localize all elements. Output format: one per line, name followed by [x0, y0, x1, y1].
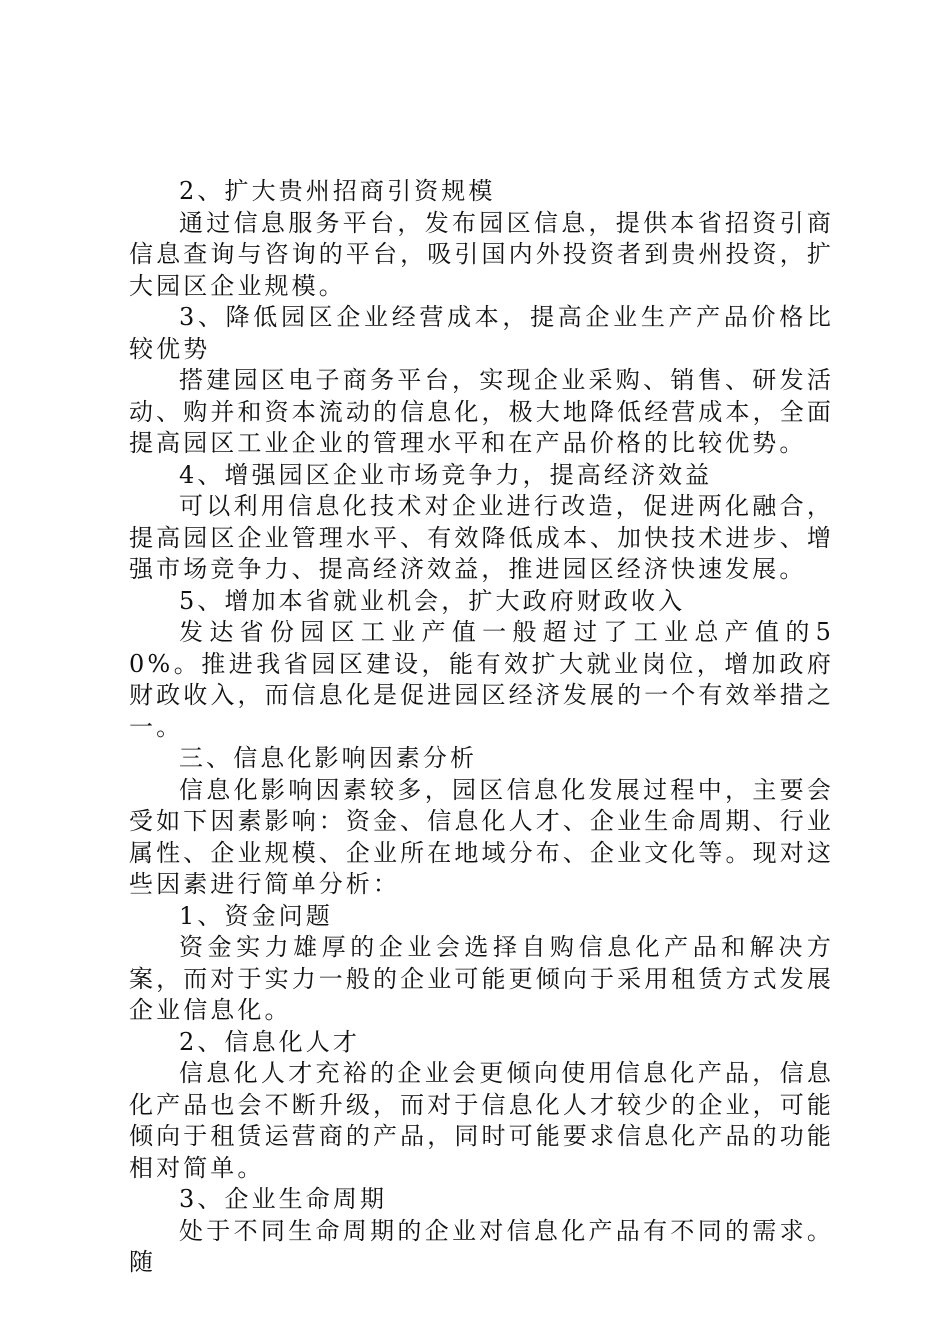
paragraph-expand-investment: 通过信息服务平台，发布园区信息，提供本省招资引商信息查询与咨询的平台，吸引国内外投资者到贵州投资，扩大园区企业规模。: [129, 208, 834, 300]
paragraph-factor-analysis: 信息化影响因素较多，园区信息化发展过程中，主要会受如下因素影响：资金、信息化人才、企业生命周期、行业属性、企业规模、企业所在地域分布、企业文化等。现对这些因素进行简单分析：: [129, 775, 834, 898]
paragraph-funding: 资金实力雄厚的企业会选择自购信息化产品和解决方案，而对于实力一般的企业可能更倾向于采用租赁方式发展企业信息化。: [129, 933, 834, 1024]
paragraph-lifecycle: 处于不同生命周期的企业对信息化产品有不同的需求。随: [129, 1216, 834, 1276]
section-heading-employment: 5、增加本省就业机会，扩大政府财政收入: [179, 586, 686, 615]
section-heading-talent: 2、信息化人才: [179, 1027, 360, 1056]
section-heading-lifecycle: 3、企业生命周期: [179, 1185, 388, 1213]
paragraph-employment: 发达省份园区工业产值一般超过了工业总产值的50%。推进我省园区建设，能有效扩大就业岗位，增加政府财政收入，而信息化是促进园区经济发展的一个有效举措之一。: [129, 618, 834, 741]
paragraph-reduce-cost: 搭建园区电子商务平台，实现企业采购、销售、研发活动、购并和资本流动的信息化，极大地降低经营成本，全面提高园区工业企业的管理水平和在产品价格的比较优势。: [129, 366, 834, 457]
section-heading-factor-analysis: 三、信息化影响因素分析: [179, 744, 478, 772]
section-heading-reduce-cost: 3、降低园区企业经营成本，提高企业生产产品价格比较优势: [129, 303, 834, 363]
section-heading-expand-investment: 2、扩大贵州招商引资规模: [179, 177, 496, 205]
paragraph-competitiveness: 可以利用信息化技术对企业进行改造，促进两化融合，提高园区企业管理水平、有效降低成本、加快技术进步、增强市场竞争力、提高经济效益，推进园区经济快速发展。: [129, 492, 834, 583]
section-heading-funding: 1、资金问题: [179, 901, 333, 930]
paragraph-talent: 信息化人才充裕的企业会更倾向使用信息化产品，信息化产品也会不断升级，而对于信息化人才较少的企业，可能倾向于租赁运营商的产品，同时可能要求信息化产品的功能相对简单。: [129, 1059, 834, 1182]
section-heading-competitiveness: 4、增强园区企业市场竞争力，提高经济效益: [179, 460, 713, 489]
document-body: [129, 176, 834, 1279]
